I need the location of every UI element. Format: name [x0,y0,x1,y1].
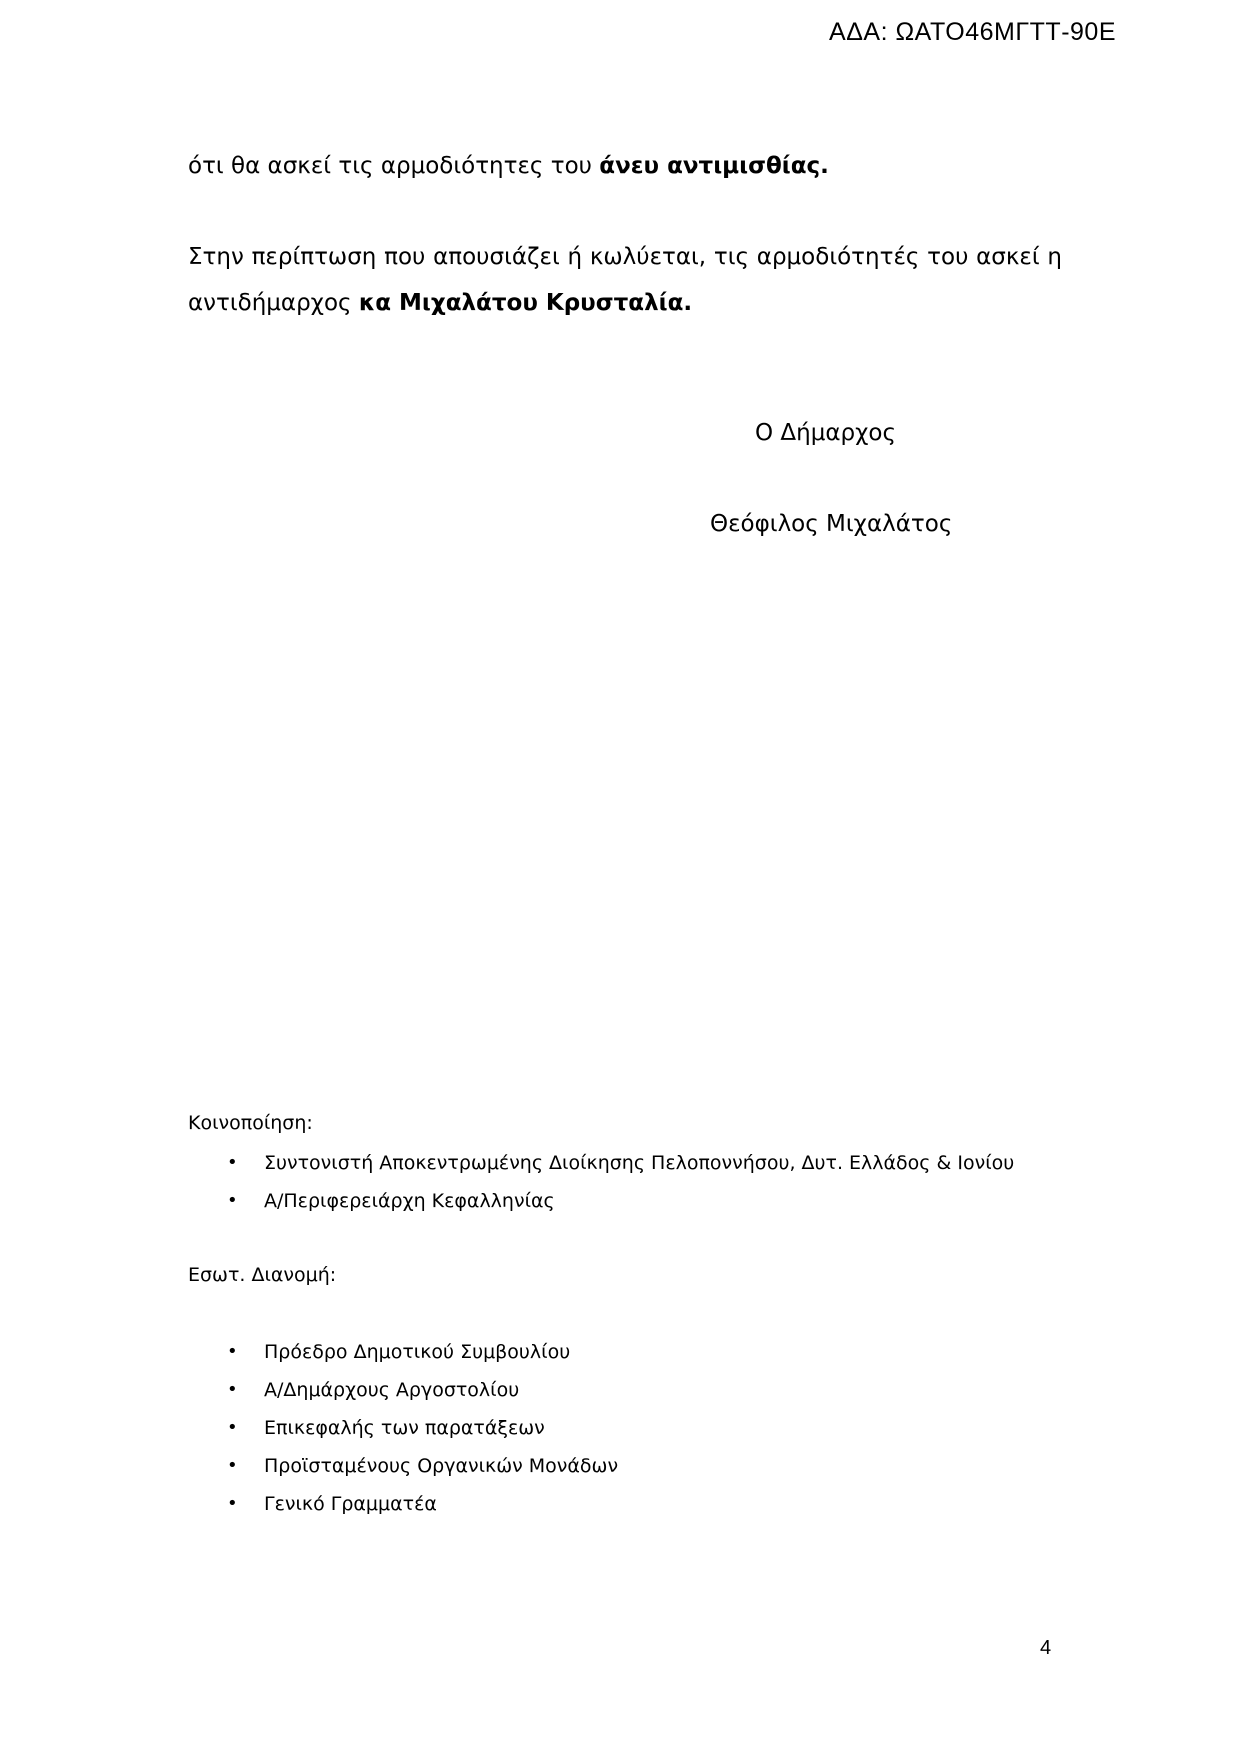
bullet-icon: • [227,1379,238,1400]
paragraph-substitute [188,234,1062,326]
distribution-item-text: Επικεφαλής των παρατάξεων [264,1417,545,1439]
bullet-icon: • [227,1417,238,1438]
bullet-icon: • [227,1190,238,1211]
ada-code: ΑΔΑ: ΩΑΤΟ46ΜΓΤΤ-90Ε [829,18,1116,46]
paragraph-substitute-line2-text: αντιδήμαρχος [188,290,359,316]
paragraph-substitute-line1: Στην περίπτωση που απουσιάζει ή κωλύεται, τις αρμοδιότητές του ασκεί η [188,244,1062,270]
bullet-icon: • [227,1341,238,1362]
paragraph-remuneration-line [188,143,1062,189]
signature-role: Ο Δήμαρχος [755,420,896,446]
notification-item-text: Συντονιστή Αποκεντρωμένης Διοίκησης Πελοποννήσου, Δυτ. Ελλάδος & Ιονίου [264,1152,1015,1174]
paragraph-remuneration-bold: άνευ αντιμισθίας. [599,153,829,179]
paragraph-remuneration [188,143,1062,189]
paragraph-substitute-line2-bold: κα Μιχαλάτου Κρυσταλία. [358,290,693,316]
bullet-icon: • [227,1152,238,1173]
distribution-item-text: Προϊσταμένους Οργανικών Μονάδων [264,1455,619,1477]
distribution-item-text: Πρόεδρο Δημοτικού Συμβουλίου [264,1341,571,1363]
paragraph-remuneration-text: ότι θα ασκεί τις αρμοδιότητες του [188,153,600,179]
bullet-icon: • [227,1455,238,1476]
page-number: 4 [1040,1637,1052,1659]
notification-item-text: Α/Περιφερειάρχη Κεφαλληνίας [264,1190,555,1212]
distribution-item-text: Α/Δημάρχους Αργοστολίου [264,1379,520,1401]
notification-label: Κοινοποίηση: [188,1112,313,1134]
internal-distribution-label: Εσωτ. Διανομή: [188,1264,337,1286]
bullet-icon: • [227,1493,238,1514]
signature-name: Θεόφιλος Μιχαλάτος [710,511,953,537]
distribution-item-text: Γενικό Γραμματέα [264,1493,437,1515]
paragraph-substitute-line2 [188,280,1062,326]
